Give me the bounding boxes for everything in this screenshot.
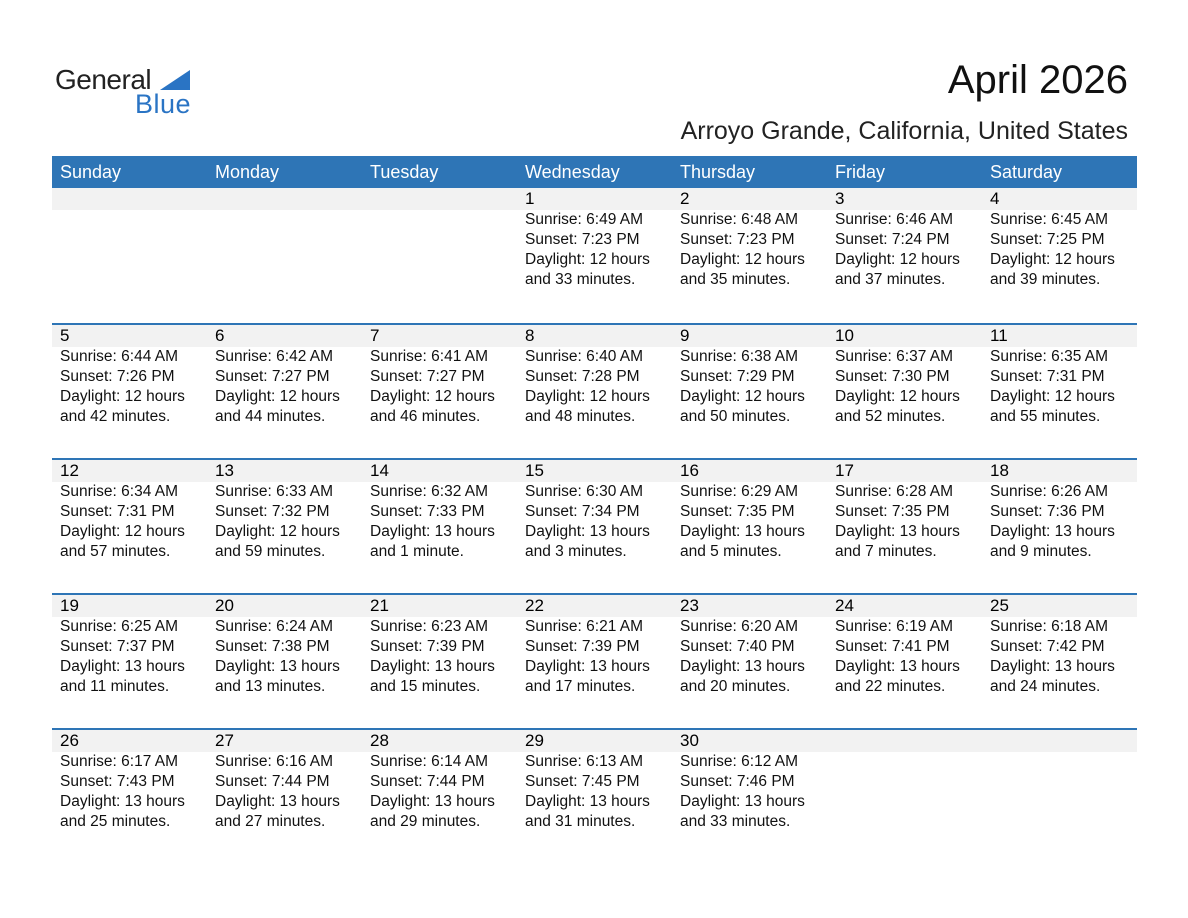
- daylight-text: Daylight: 13 hours: [680, 793, 805, 810]
- daylight-text: and 50 minutes.: [680, 408, 791, 425]
- day-number: 17: [835, 461, 854, 480]
- day-cell: [672, 730, 827, 832]
- sunset-text: Sunset: 7:34 PM: [525, 503, 640, 520]
- day-cell: [362, 730, 517, 832]
- sunset-text: Sunset: 7:43 PM: [60, 773, 175, 790]
- week-row: [52, 188, 1137, 323]
- sunrise-text: Sunrise: 6:29 AM: [680, 483, 799, 500]
- day-cell: [672, 595, 827, 697]
- daylight-text: Daylight: 13 hours: [525, 523, 650, 540]
- sunset-text: Sunset: 7:39 PM: [525, 638, 640, 655]
- sunrise-text: Sunrise: 6:44 AM: [60, 348, 179, 365]
- day-number: 15: [525, 461, 544, 480]
- sunset-text: Sunset: 7:38 PM: [215, 638, 330, 655]
- day-number: 30: [680, 731, 699, 750]
- week-row: [52, 728, 1137, 863]
- sunrise-text: Sunrise: 6:28 AM: [835, 483, 954, 500]
- weekday-thursday: Thursday: [680, 162, 756, 182]
- sunset-text: Sunset: 7:32 PM: [215, 503, 330, 520]
- day-number: 18: [990, 461, 1009, 480]
- day-number: 25: [990, 596, 1009, 615]
- week-days: [52, 188, 1137, 290]
- day-number: 29: [525, 731, 544, 750]
- daylight-text: and 29 minutes.: [370, 813, 481, 830]
- day-number: 24: [835, 596, 854, 615]
- week-days: [52, 730, 1137, 832]
- sunrise-text: Sunrise: 6:41 AM: [370, 348, 489, 365]
- location-subtitle: Arroyo Grande, California, United States: [680, 117, 1128, 145]
- daylight-text: Daylight: 12 hours: [835, 251, 960, 268]
- day-cell: [517, 595, 672, 697]
- daylight-text: and 1 minute.: [370, 543, 464, 560]
- daylight-text: Daylight: 13 hours: [990, 658, 1115, 675]
- sunset-text: Sunset: 7:29 PM: [680, 368, 795, 385]
- daylight-text: and 13 minutes.: [215, 678, 326, 695]
- page-title: April 2026: [947, 58, 1128, 102]
- sunset-text: Sunset: 7:42 PM: [990, 638, 1105, 655]
- day-cell: [207, 460, 362, 562]
- sunrise-text: Sunrise: 6:34 AM: [60, 483, 179, 500]
- day-cell: [672, 325, 827, 427]
- day-number: 11: [990, 326, 1008, 345]
- sunset-text: Sunset: 7:37 PM: [60, 638, 175, 655]
- sunrise-text: Sunrise: 6:32 AM: [370, 483, 489, 500]
- daylight-text: and 33 minutes.: [525, 271, 636, 288]
- week-row: [52, 323, 1137, 458]
- daylight-text: and 46 minutes.: [370, 408, 481, 425]
- daylight-text: Daylight: 12 hours: [215, 388, 340, 405]
- weekday-saturday: Saturday: [990, 162, 1063, 182]
- calendar-grid: [52, 156, 1137, 863]
- day-cell: [827, 595, 982, 697]
- day-cell: [362, 325, 517, 427]
- daylight-text: and 7 minutes.: [835, 543, 937, 560]
- sunrise-text: Sunrise: 6:35 AM: [990, 348, 1109, 365]
- sunset-text: Sunset: 7:35 PM: [680, 503, 795, 520]
- day-number: 23: [680, 596, 699, 615]
- daylight-text: and 39 minutes.: [990, 271, 1101, 288]
- sunset-text: Sunset: 7:31 PM: [990, 368, 1105, 385]
- sunrise-text: Sunrise: 6:48 AM: [680, 211, 799, 228]
- daylight-text: and 20 minutes.: [680, 678, 791, 695]
- day-cell: [52, 595, 207, 697]
- daylight-text: Daylight: 13 hours: [680, 523, 805, 540]
- daylight-text: and 11 minutes.: [60, 678, 170, 695]
- sunset-text: Sunset: 7:23 PM: [525, 231, 640, 248]
- sunset-text: Sunset: 7:23 PM: [680, 231, 795, 248]
- sunset-text: Sunset: 7:24 PM: [835, 231, 950, 248]
- sunset-text: Sunset: 7:28 PM: [525, 368, 640, 385]
- day-number: 27: [215, 731, 234, 750]
- sunset-text: Sunset: 7:36 PM: [990, 503, 1105, 520]
- empty-day-cell: [207, 188, 362, 290]
- day-number: 13: [215, 461, 234, 480]
- daylight-text: Daylight: 12 hours: [680, 388, 805, 405]
- day-cell: [362, 460, 517, 562]
- daylight-text: Daylight: 12 hours: [370, 388, 495, 405]
- day-cell: [827, 460, 982, 562]
- sunrise-text: Sunrise: 6:13 AM: [525, 753, 644, 770]
- sunrise-text: Sunrise: 6:24 AM: [215, 618, 334, 635]
- day-number: 1: [525, 189, 535, 208]
- day-cell: [982, 188, 1137, 290]
- daylight-text: and 9 minutes.: [990, 543, 1092, 560]
- day-cell: [52, 460, 207, 562]
- daylight-text: Daylight: 12 hours: [525, 388, 650, 405]
- daylight-text: and 35 minutes.: [680, 271, 791, 288]
- daylight-text: Daylight: 13 hours: [370, 523, 495, 540]
- sunrise-text: Sunrise: 6:21 AM: [525, 618, 644, 635]
- weekday-monday: Monday: [215, 162, 280, 182]
- daylight-text: Daylight: 13 hours: [370, 658, 495, 675]
- daylight-text: Daylight: 13 hours: [370, 793, 495, 810]
- weekday-wednesday: Wednesday: [525, 162, 620, 182]
- daylight-text: and 25 minutes.: [60, 813, 171, 830]
- weekday-header: [52, 156, 1137, 188]
- week-days: [52, 325, 1137, 427]
- weekday-tuesday: Tuesday: [370, 162, 439, 182]
- day-number: 14: [370, 461, 389, 480]
- day-cell: [982, 460, 1137, 562]
- daylight-text: and 44 minutes.: [215, 408, 326, 425]
- daylight-text: Daylight: 12 hours: [525, 251, 650, 268]
- day-number: 5: [60, 326, 70, 345]
- daylight-text: and 52 minutes.: [835, 408, 946, 425]
- sunset-text: Sunset: 7:35 PM: [835, 503, 950, 520]
- daylight-text: Daylight: 13 hours: [215, 793, 340, 810]
- week-days: [52, 595, 1137, 697]
- daylight-text: and 17 minutes.: [525, 678, 636, 695]
- sunset-text: Sunset: 7:27 PM: [370, 368, 485, 385]
- sunset-text: Sunset: 7:26 PM: [60, 368, 175, 385]
- daylight-text: and 33 minutes.: [680, 813, 791, 830]
- sunrise-text: Sunrise: 6:12 AM: [680, 753, 799, 770]
- sunrise-text: Sunrise: 6:14 AM: [370, 753, 489, 770]
- daylight-text: and 42 minutes.: [60, 408, 171, 425]
- sunset-text: Sunset: 7:30 PM: [835, 368, 950, 385]
- sunrise-text: Sunrise: 6:49 AM: [525, 211, 644, 228]
- sunrise-text: Sunrise: 6:17 AM: [60, 753, 179, 770]
- daylight-text: Daylight: 12 hours: [60, 523, 185, 540]
- sunrise-text: Sunrise: 6:19 AM: [835, 618, 954, 635]
- day-number: 19: [60, 596, 79, 615]
- daylight-text: Daylight: 12 hours: [990, 251, 1115, 268]
- weekday-sunday: Sunday: [60, 162, 122, 182]
- daylight-text: Daylight: 13 hours: [60, 658, 185, 675]
- day-cell: [52, 730, 207, 832]
- daylight-text: Daylight: 13 hours: [680, 658, 805, 675]
- sunrise-text: Sunrise: 6:16 AM: [215, 753, 334, 770]
- sunrise-text: Sunrise: 6:46 AM: [835, 211, 954, 228]
- daylight-text: and 5 minutes.: [680, 543, 782, 560]
- daylight-text: Daylight: 13 hours: [990, 523, 1115, 540]
- sunrise-text: Sunrise: 6:30 AM: [525, 483, 644, 500]
- logo-triangle-icon: [160, 70, 190, 90]
- sunset-text: Sunset: 7:44 PM: [215, 773, 330, 790]
- daylight-text: Daylight: 13 hours: [60, 793, 185, 810]
- day-number: 16: [680, 461, 699, 480]
- daylight-text: and 31 minutes.: [525, 813, 636, 830]
- day-number: 22: [525, 596, 544, 615]
- day-cell: [517, 325, 672, 427]
- week-row: [52, 593, 1137, 728]
- day-number: 4: [990, 189, 1000, 208]
- sunrise-text: Sunrise: 6:23 AM: [370, 618, 489, 635]
- day-cell: [517, 188, 672, 290]
- daylight-text: and 48 minutes.: [525, 408, 636, 425]
- weekday-friday: Friday: [835, 162, 886, 182]
- daylight-text: Daylight: 12 hours: [680, 251, 805, 268]
- daylight-text: Daylight: 12 hours: [60, 388, 185, 405]
- sunset-text: Sunset: 7:25 PM: [990, 231, 1105, 248]
- empty-day-cell: [982, 730, 1137, 832]
- daylight-text: Daylight: 13 hours: [525, 658, 650, 675]
- sunset-text: Sunset: 7:41 PM: [835, 638, 950, 655]
- empty-day-cell: [362, 188, 517, 290]
- empty-day-cell: [827, 730, 982, 832]
- sunrise-text: Sunrise: 6:37 AM: [835, 348, 954, 365]
- week-row: [52, 458, 1137, 593]
- day-cell: [517, 730, 672, 832]
- daylight-text: and 59 minutes.: [215, 543, 326, 560]
- day-cell: [827, 325, 982, 427]
- sunrise-text: Sunrise: 6:25 AM: [60, 618, 179, 635]
- day-number: 3: [835, 189, 845, 208]
- sunrise-text: Sunrise: 6:18 AM: [990, 618, 1109, 635]
- sunrise-text: Sunrise: 6:20 AM: [680, 618, 799, 635]
- day-cell: [827, 188, 982, 290]
- day-cell: [982, 325, 1137, 427]
- day-number: 20: [215, 596, 234, 615]
- sunset-text: Sunset: 7:44 PM: [370, 773, 485, 790]
- daylight-text: and 22 minutes.: [835, 678, 946, 695]
- day-cell: [362, 595, 517, 697]
- sunrise-text: Sunrise: 6:45 AM: [990, 211, 1109, 228]
- daylight-text: and 57 minutes.: [60, 543, 171, 560]
- week-days: [52, 460, 1137, 562]
- sunset-text: Sunset: 7:40 PM: [680, 638, 795, 655]
- sunset-text: Sunset: 7:46 PM: [680, 773, 795, 790]
- logo: [55, 64, 205, 120]
- day-cell: [517, 460, 672, 562]
- day-cell: [672, 460, 827, 562]
- day-cell: [982, 595, 1137, 697]
- day-number: 12: [60, 461, 79, 480]
- daylight-text: and 37 minutes.: [835, 271, 946, 288]
- sunrise-text: Sunrise: 6:42 AM: [215, 348, 334, 365]
- day-cell: [207, 325, 362, 427]
- daylight-text: Daylight: 12 hours: [835, 388, 960, 405]
- sunset-text: Sunset: 7:33 PM: [370, 503, 485, 520]
- daylight-text: Daylight: 13 hours: [835, 523, 960, 540]
- daylight-text: and 55 minutes.: [990, 408, 1101, 425]
- daylight-text: Daylight: 13 hours: [835, 658, 960, 675]
- day-number: 26: [60, 731, 79, 750]
- daylight-text: Daylight: 12 hours: [215, 523, 340, 540]
- logo-text-blue: Blue: [135, 89, 192, 119]
- sunrise-text: Sunrise: 6:40 AM: [525, 348, 644, 365]
- daylight-text: Daylight: 13 hours: [215, 658, 340, 675]
- day-cell: [207, 730, 362, 832]
- day-cell: [672, 188, 827, 290]
- day-number: 8: [525, 326, 535, 345]
- sunrise-text: Sunrise: 6:38 AM: [680, 348, 799, 365]
- sunset-text: Sunset: 7:39 PM: [370, 638, 485, 655]
- sunset-text: Sunset: 7:27 PM: [215, 368, 330, 385]
- sunrise-text: Sunrise: 6:33 AM: [215, 483, 334, 500]
- daylight-text: and 3 minutes.: [525, 543, 627, 560]
- day-cell: [207, 595, 362, 697]
- daylight-text: Daylight: 12 hours: [990, 388, 1115, 405]
- weeks-container: [52, 188, 1137, 863]
- day-number: 7: [370, 326, 380, 345]
- daylight-text: and 24 minutes.: [990, 678, 1101, 695]
- sunset-text: Sunset: 7:45 PM: [525, 773, 640, 790]
- daylight-text: and 27 minutes.: [215, 813, 326, 830]
- logo-text-general: General: [55, 64, 152, 95]
- sunset-text: Sunset: 7:31 PM: [60, 503, 175, 520]
- day-number: 6: [215, 326, 225, 345]
- empty-day-cell: [52, 188, 207, 290]
- day-number: 2: [680, 189, 690, 208]
- daylight-text: and 15 minutes.: [370, 678, 481, 695]
- day-number: 9: [680, 326, 690, 345]
- day-cell: [52, 325, 207, 427]
- daylight-text: Daylight: 13 hours: [525, 793, 650, 810]
- day-number: 21: [370, 596, 389, 615]
- sunrise-text: Sunrise: 6:26 AM: [990, 483, 1109, 500]
- day-number: 10: [835, 326, 854, 345]
- day-number: 28: [370, 731, 389, 750]
